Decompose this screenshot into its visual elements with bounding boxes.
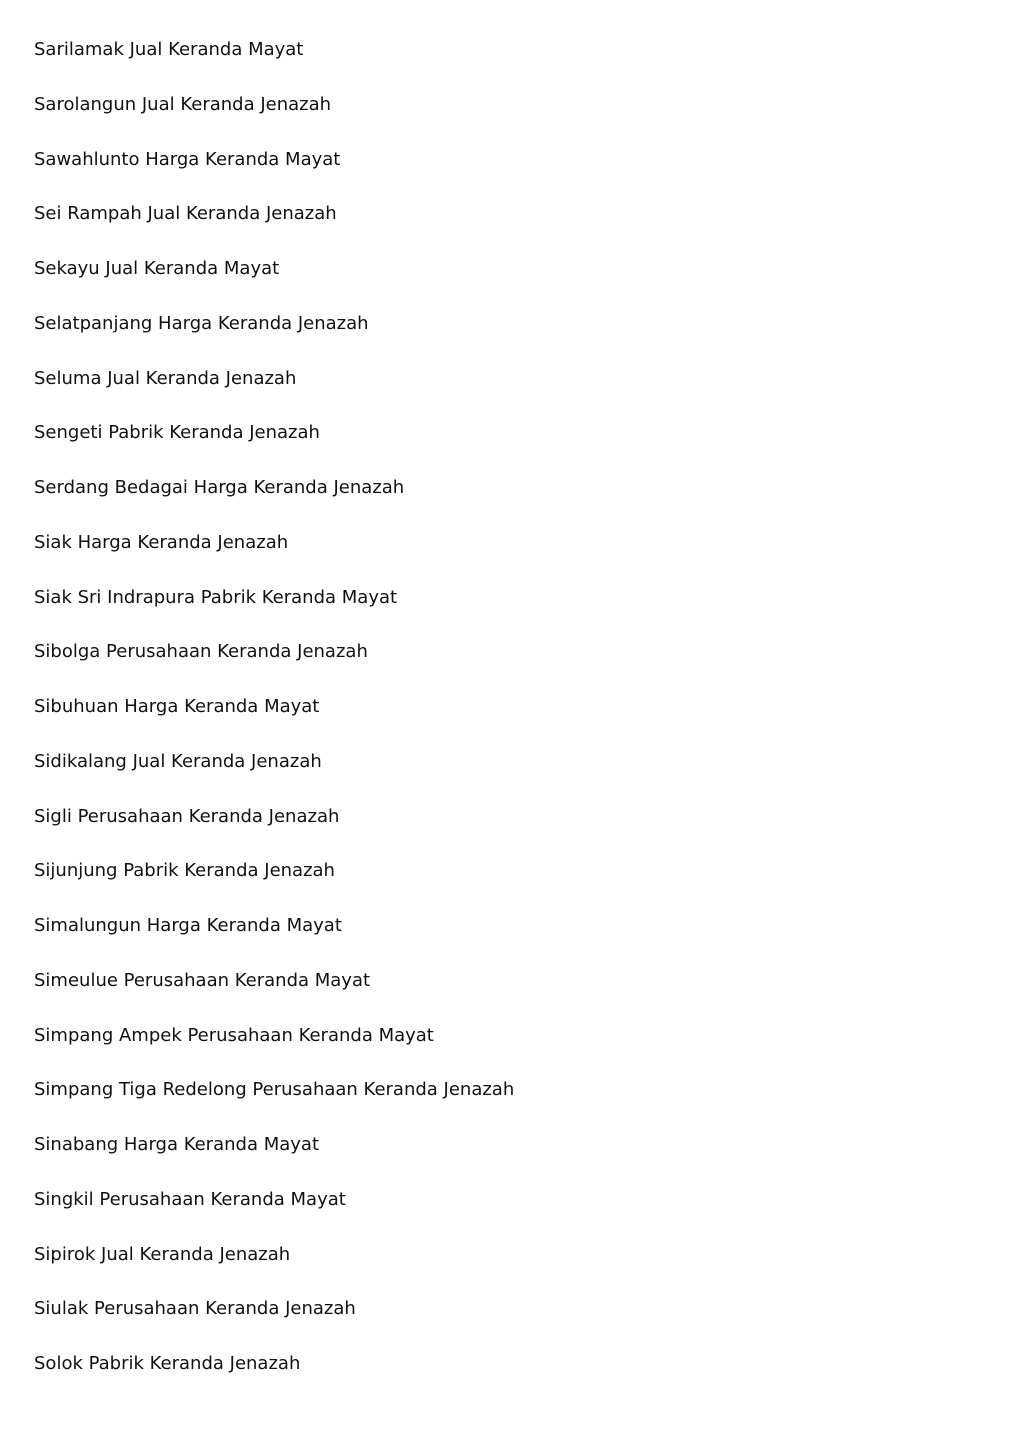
list-item: Simalungun Harga Keranda Mayat <box>34 915 342 936</box>
list-item: Siak Sri Indrapura Pabrik Keranda Mayat <box>34 586 398 608</box>
list-item: Sibuhuan Harga Keranda Mayat <box>34 696 320 717</box>
list-item: Simpang Ampek Perusahaan Keranda Mayat <box>34 1024 434 1046</box>
list-item: Sarolangun Jual Keranda Jenazah <box>34 93 332 115</box>
list-item: Sinabang Harga Keranda Mayat <box>34 1134 320 1155</box>
list-item: Sengeti Pabrik Keranda Jenazah <box>34 422 320 444</box>
list-item: Siulak Perusahaan Keranda Jenazah <box>34 1298 356 1320</box>
list-item: Singkil Perusahaan Keranda Mayat <box>34 1188 346 1210</box>
location-list <box>34 36 514 1405</box>
list-item: Simpang Tiga Redelong Perusahaan Keranda Jenazah <box>34 1079 515 1101</box>
list-item: Siak Harga Keranda Jenazah <box>34 531 289 553</box>
list-item: Sijunjung Pabrik Keranda Jenazah <box>34 860 335 882</box>
list-item: Sarilamak Jual Keranda Mayat <box>34 39 304 60</box>
list-item: Sibolga Perusahaan Keranda Jenazah <box>34 641 368 663</box>
list-item: Sigli Perusahaan Keranda Jenazah <box>34 805 340 827</box>
list-item: Sekayu Jual Keranda Mayat <box>34 258 280 279</box>
list-item: Sidikalang Jual Keranda Jenazah <box>34 750 322 772</box>
list-item: Sipirok Jual Keranda Jenazah <box>34 1243 291 1265</box>
list-item: Selatpanjang Harga Keranda Jenazah <box>34 312 369 334</box>
list-item: Simeulue Perusahaan Keranda Mayat <box>34 969 371 991</box>
list-item: Sei Rampah Jual Keranda Jenazah <box>34 203 337 225</box>
list-item: Sawahlunto Harga Keranda Mayat <box>34 148 341 170</box>
list-item: Serdang Bedagai Harga Keranda Jenazah <box>34 477 405 498</box>
list-item: Seluma Jual Keranda Jenazah <box>34 367 297 389</box>
list-item: Solok Pabrik Keranda Jenazah <box>34 1353 301 1374</box>
